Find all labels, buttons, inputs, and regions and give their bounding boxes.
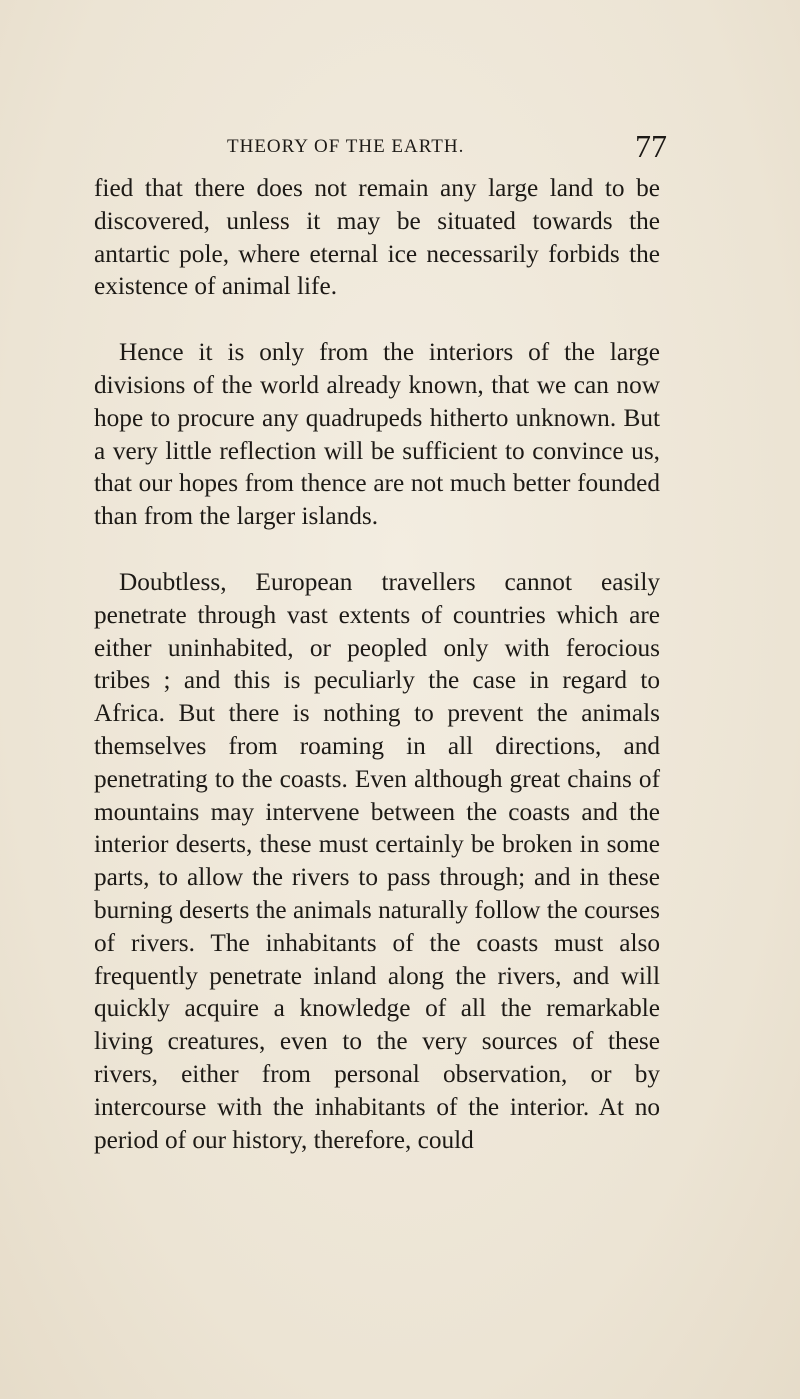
paragraph-continued: fied that there does not remain any large land to be discovered, unless it may be situated towards the antartic pole, where eternal ice necessarily forbids the existence of animal life. <box>94 174 660 301</box>
page-number: 77 <box>635 128 667 164</box>
running-head <box>102 128 667 172</box>
text-body <box>94 172 660 1156</box>
paragraph: Hence it is only from the interiors of the large divisions of the world already known, that we can now hope to procure any quadrupeds hitherto unknown. But a very little reflection will be sufficient to convince us, that our hopes from thence are not much better founded than from the larger islands. <box>94 338 660 531</box>
running-title: THEORY OF THE EARTH. <box>227 136 465 157</box>
paragraph: Doubtless, European travellers cannot easily penetrate through vast extents of countries which are either uninhabited, or peopled only with ferocious tribes ; and this is peculiarly the case in regard to Africa. But there is nothing to prevent the animals themselves from roaming in all directions, and penetrating to the coasts. Even although great chains of mountains may intervene between the coasts and the interior deserts, these must certainly be broken in some parts, to allow the rivers to pass through; and in these burning deserts the animals naturally follow the courses of rivers. The inhabitants of the coasts must also frequently penetrate inland along the rivers, and will quickly acquire a knowledge of all the remarkable living creatures, even to the very sources of these rivers, either from personal observation, or by intercourse with the inhabitants of the interior. At no period of our history, therefore, could <box>94 567 660 1154</box>
